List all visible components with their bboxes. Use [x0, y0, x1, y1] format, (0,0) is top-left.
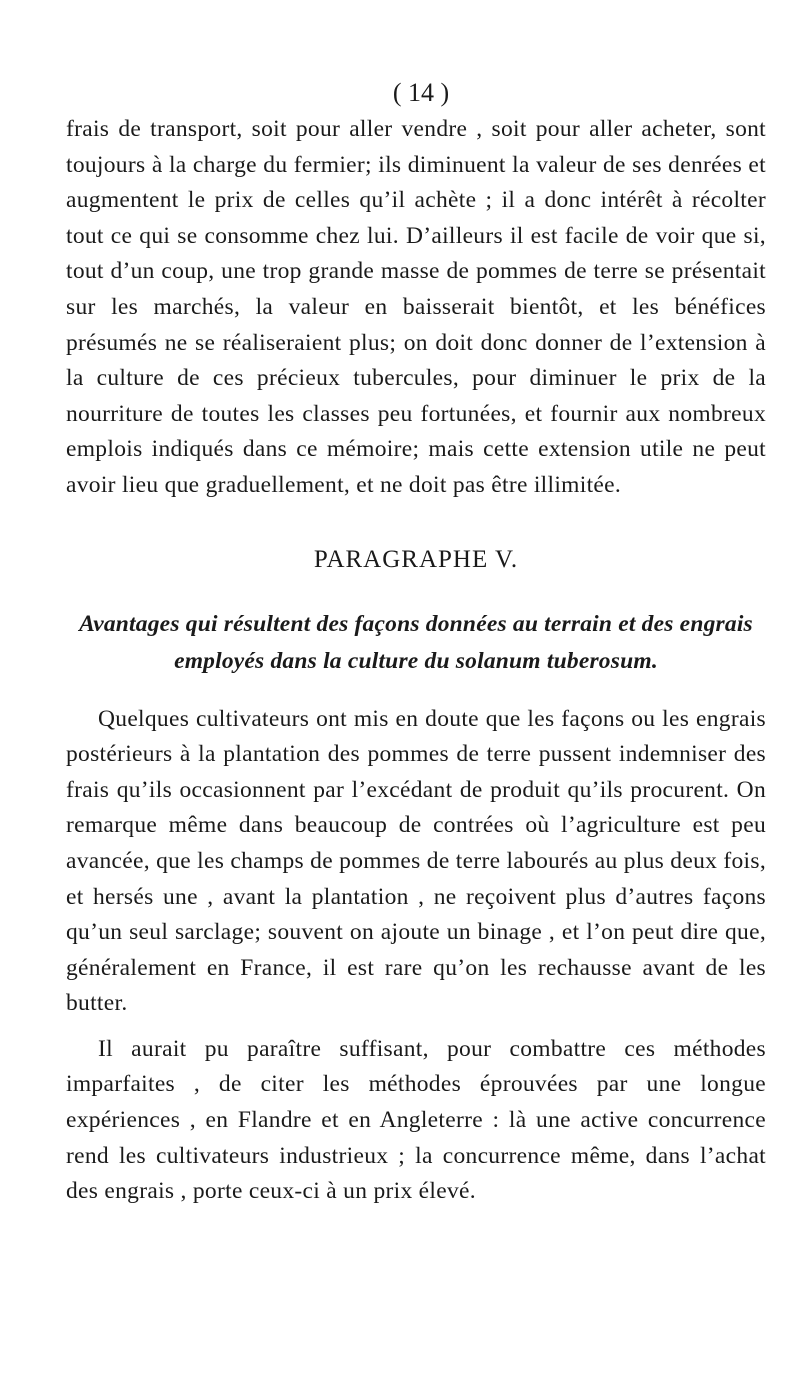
section-heading: PARAGRAPHE V. [313, 545, 519, 573]
paragraph-methodes: Il aurait pu paraître suffisant, pour combattre ces méthodes imparfaites , de citer les méthodes éprouvées par une longue expériences , en Flandre et en Angleterre : là une active concurrence rend les cultivateurs industrieux ; la concurrence même, dans l’achat des engrais , porte ceux-ci à un prix élevé. [66, 1035, 766, 1205]
page-number: ( 14 ) [392, 78, 450, 107]
paragraph-continuation: frais de transport, soit pour aller vendre , soit pour aller acheter, sont toujours à la charge du fermier; ils diminuent la valeur de ses denrées et augmentent le prix de celles qu’il achète ; il a donc intérêt à récolter tout ce qui se consomme chez lui. D’ailleurs il est facile de voir que si, tout d’un coup, une trop grande masse de pommes de terre se présentait sur les marchés, la valeur en baisserait bientôt, et les bénéfices présumés ne se réaliseraient plus; on doit donc donner de l’extension à la culture de ces précieux tubercules, pour diminuer le prix de la nourriture de toutes les classes peu fortunées, et fournir aux nombreux emplois indiqués dans ce mémoire; mais cette extension utile ne peut avoir lieu que graduellement, et ne doit pas être illimitée. [66, 116, 766, 498]
paragraph-spacer [66, 1022, 766, 1032]
paragraph-cultivateurs: Quelques cultivateurs ont mis en doute que les façons ou les engrais postérieurs à la plantation des pommes de terre pussent indemniser des frais qu’ils occasionnent par l’excédant de produit qu’ils procurent. On remarque même dans beaucoup de contrées où l’agriculture est peu avancée, que les champs de pommes de terre labourés au plus deux fois, et hersés une , avant la plantation , ne reçoivent plus d’autres façons qu’un seul sarclage; souvent on ajoute un binage , et l’on peut dire que, généralement en France, il est rare qu’on les rechausse avant de les butter. [66, 705, 766, 1017]
section-subtitle: Avantages qui résultent des façons données au terrain et des engrais employés dans la culture du solanum tuberosum. [79, 610, 753, 674]
book-page [66, 78, 766, 1210]
